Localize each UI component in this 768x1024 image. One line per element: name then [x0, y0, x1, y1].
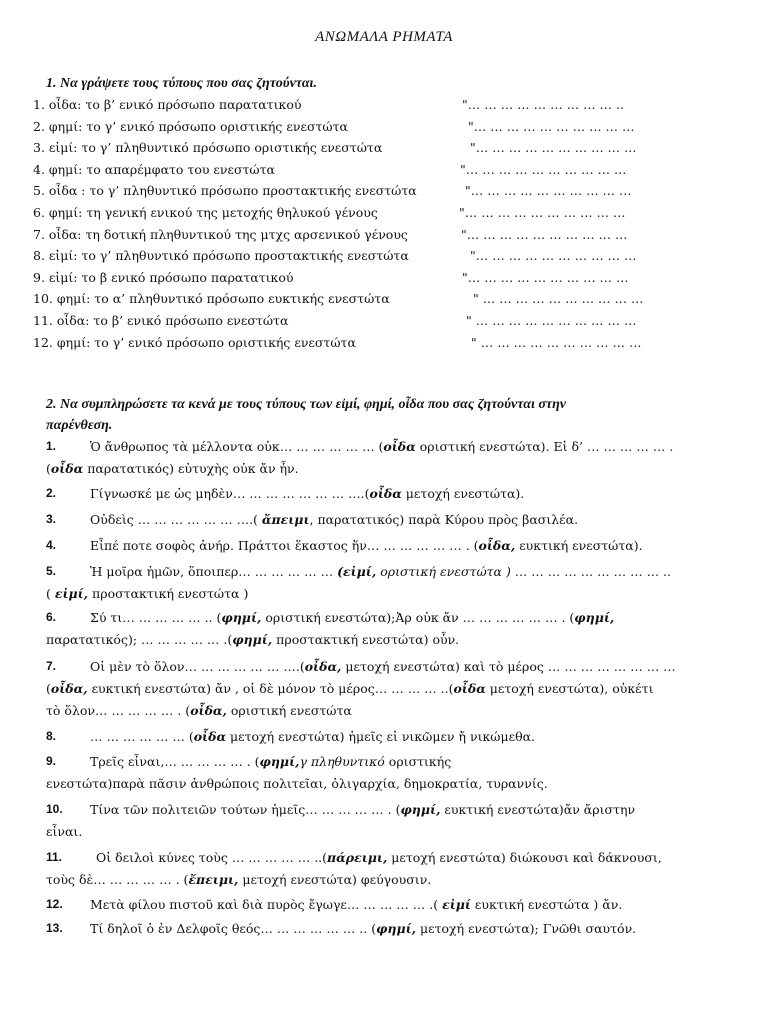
item-line [90, 894, 622, 915]
item-number: 3. [46, 512, 57, 526]
item-text: ευκτική ενεστώτα) ἄν , οἱ δὲ μόνον τὸ μέρος… … … … ..( [87, 681, 454, 696]
item-text: τοὺς δὲ… … … … … . ( [46, 872, 189, 887]
question-text: 5. οἶδα : το γ’ πληθυντικό πρόσωπο προστακτικής ενεστώτα [33, 183, 417, 199]
item-text: ( [46, 461, 51, 476]
item-text: οριστική ενεστώτα);Ἀρ οὐκ ἄν … … … … … … . ( [261, 610, 575, 625]
exercise-item-10 [46, 799, 736, 843]
item-verb: φημί, [400, 802, 441, 817]
item-number: 2. [46, 486, 57, 500]
item-line [46, 821, 82, 842]
item-line [90, 483, 524, 504]
item-text: Ἡ μοῖρα ἡμῶν, ὅποιπερ… … … … … … [90, 564, 338, 579]
item-text: ενεστώτα)παρὰ πᾶσιν ἀνθρώποις πολιτεῖαι, ὀλιγαρχία, δημοκρατία, τυραννίς. [46, 776, 548, 791]
item-text: οριστική ενεστώτα ) … … … … … … … … … .. [376, 564, 672, 579]
item-text: οριστική ενεστώτα). Εἰ δ’ … … … … … . [415, 439, 674, 454]
exercise-item-4 [46, 535, 736, 557]
exercise-item-11 [46, 847, 736, 891]
question-text: 1. οἶδα: το β’ ενικό πρόσωπο παρατατικού [33, 97, 302, 112]
question-text: 3. εἰμί: το γ’ πληθυντικό πρόσωπο οριστικής ενεστώτα [33, 140, 383, 156]
item-verb: (εἰμί, [337, 564, 377, 579]
exercise-item-12 [46, 894, 736, 916]
question-text: 9. εἰμί: το β ενικό πρόσωπο παρατατικού [33, 269, 294, 285]
question-row [33, 290, 733, 308]
item-line [46, 583, 248, 604]
question-text: 7. οἶδα: τη δοτική πληθυντικού της μτχς αρσενικού γένους [33, 226, 408, 242]
item-line [90, 436, 673, 457]
item-text: εἶναι. [46, 824, 83, 839]
question-text: 8. εἰμί: το γ’ πληθυντικό πρόσωπο προστακτικής ενεστώτα [33, 248, 409, 264]
item-line [90, 751, 451, 772]
question-row [33, 312, 733, 330]
answer-blank: " … … … … … … … … … … [471, 334, 642, 350]
question-text: 11. οἶδα: το β’ ενικό πρόσωπο ενεστώτα [33, 313, 289, 328]
item-verb: ἔπειμι, [188, 872, 239, 887]
item-line [96, 847, 662, 868]
item-line [46, 458, 299, 479]
item-text: μετοχή ενεστώτα) φεύγουσιν. [238, 872, 432, 887]
answer-blank: "… … … … … … … … … .. [462, 97, 624, 112]
question-text: 2. φημί: το γ’ ενικό πρόσωπο οριστικής ενεστώτα [33, 118, 348, 134]
question-row [33, 247, 733, 265]
item-text: προστακτική ενεστώτα) οὖν. [272, 632, 460, 647]
item-number: 6. [46, 610, 57, 624]
item-text: Μετὰ φίλου πιστοῦ καὶ διὰ πυρὸς ἔγωγε… … … … … .( [90, 897, 443, 912]
item-text: παρατατικός) εὐτυχὴς οὐκ ἄν ἦν. [83, 461, 299, 476]
exercise-item-3 [46, 509, 736, 531]
item-verb: οἶδα [453, 681, 486, 696]
item-text: γ πληθυντικό [299, 754, 385, 769]
item-verb: οἶδα, [478, 538, 516, 553]
question-text: 10. φημί: το α’ πληθυντικό πρόσωπο ευκτικής ενεστώτα [33, 291, 390, 307]
item-text: προστακτική ενεστώτα ) [88, 586, 249, 601]
item-text: μετοχή ενεστώτα). [401, 486, 525, 501]
exercise-item-9 [46, 751, 736, 795]
item-verb: φημί, [259, 754, 300, 769]
item-verb: οἶδα, [304, 659, 342, 674]
item-text: ευκτική ενεστώτα)ἄν ἄριστην [440, 802, 636, 817]
item-verb: οἶδα [383, 439, 416, 454]
item-line [90, 799, 635, 820]
item-text: ευκτική ενεστώτα ) ἄν. [470, 897, 623, 912]
item-text: Τρεῖς εἶναι,… … … … … . ( [90, 754, 260, 769]
answer-blank: "… … … … … … … … … … [468, 118, 635, 134]
item-number: 5. [46, 564, 57, 578]
item-line [46, 700, 352, 721]
answer-blank: "… … … … … … … … … … [461, 226, 628, 242]
item-text: Οὐδεὶς … … … … … … ….( [90, 512, 262, 527]
item-line [46, 869, 431, 890]
question-text: 12. φημί: το γ’ ενικό πρόσωπο οριστικής ενεστώτα [33, 334, 356, 350]
item-line [46, 629, 459, 650]
answer-blank: "… … … … … … … … … … [460, 161, 627, 177]
item-text: οριστική ενεστώτα [226, 703, 352, 718]
item-text: Τίνα τῶν πολιτειῶν τούτων ἡμεῖς… … … … … . ( [90, 802, 401, 817]
question-row [33, 139, 733, 157]
item-verb: οἶδα [369, 486, 402, 501]
item-verb: εἰμί [442, 897, 471, 912]
item-text: Σύ τι… … … … … .. ( [90, 610, 222, 625]
item-verb: οἶδα, [50, 681, 88, 696]
item-number: 10. [46, 802, 63, 816]
item-text: Τί δηλοῖ ὁ ἐν Δελφοῖς θεός… … … … … … .. ( [90, 921, 377, 936]
page-title: ΑΝΩΜΑΛΑ ΡΗΜΑΤΑ [315, 29, 453, 45]
item-verb: οἶδα [50, 461, 84, 476]
item-text: ευκτική ενεστώτα). [515, 538, 643, 553]
question-row [33, 226, 733, 244]
item-verb: οἶδα, [190, 703, 227, 718]
exercise-item-7 [46, 656, 736, 722]
section1-heading: 1. Να γράψετε τους τύπους που σας ζητούνται. [46, 76, 317, 91]
exercise-item-1 [46, 436, 736, 480]
item-verb: φημί, [574, 610, 615, 625]
item-number: 11. [46, 850, 63, 864]
question-text: 4. φημί: το απαρέμφατο του ενεστώτα [33, 161, 275, 177]
item-verb: πάρειμι, [327, 850, 388, 865]
item-text: Οἱ μὲν τὸ ὅλον… … … … … … ….( [90, 659, 305, 674]
item-text: Ὁ ἄνθρωπος τὰ μέλλοντα οὐκ… … … … … … ( [90, 439, 384, 454]
item-number: 4. [46, 538, 57, 552]
question-row [33, 96, 733, 114]
item-number: 9. [46, 754, 57, 768]
answer-blank: "… … … … … … … … … … [465, 183, 632, 199]
item-text: , παρατατικός) παρὰ Κύρου πρὸς βασιλέα. [309, 512, 579, 527]
question-row [33, 118, 733, 136]
question-row [33, 204, 733, 222]
answer-blank: " … … … … … … … … … … [466, 313, 637, 328]
item-verb: ἄπειμι [261, 512, 310, 527]
question-row [33, 334, 733, 352]
question-row [33, 269, 733, 287]
exercise-item-13 [46, 918, 736, 940]
item-line [46, 678, 653, 699]
item-text: οριστικής [384, 754, 452, 769]
exercise-item-8 [46, 726, 736, 748]
item-line [90, 561, 671, 582]
answer-blank: "… … … … … … … … … … [470, 248, 637, 264]
item-line [90, 535, 643, 556]
item-line [90, 656, 676, 677]
item-text: μετοχή ενεστώτα) διώκουσι καὶ δάκνουσι, [387, 850, 662, 865]
item-text: μετοχή ενεστώτα); Γνῶθι σαυτόν. [416, 921, 637, 936]
item-text: μετοχή ενεστώτα), οὐκέτι [485, 681, 654, 696]
item-verb: εἰμί, [54, 586, 89, 601]
item-line [90, 726, 535, 747]
item-text: … … … … … … ( [90, 729, 194, 744]
question-row [33, 161, 733, 179]
item-verb: φημί, [376, 921, 417, 936]
item-text: μετοχή ενεστώτα) ἡμεῖς εἰ νικῶμεν ἤ νικώμεθα. [226, 729, 536, 744]
question-text: 6. φημί: τη γενική ενικού της μετοχής θηλυκού γένους [33, 205, 378, 220]
item-line [90, 607, 614, 628]
item-text: Γίγνωσκέ με ὡς μηδὲν… … … … … … … ….( [90, 486, 370, 501]
exercise-item-2 [46, 483, 736, 505]
exercise-item-5 [46, 561, 736, 605]
item-verb: οἶδα [193, 729, 227, 744]
item-text: Οἱ δειλοὶ κύνες τοὺς … … … … … ..( [96, 850, 328, 865]
question-row [33, 182, 733, 200]
item-text: ( [46, 681, 51, 696]
item-text: Εἶπέ ποτε σοφὸς ἀνήρ. Πράττοι ἕκαστος ἥν… … … … … … . ( [90, 538, 479, 553]
item-line [46, 773, 548, 794]
item-number: 1. [46, 439, 57, 453]
item-text: μετοχή ενεστώτα) καὶ τὸ μέρος … … … … … … … … [341, 659, 676, 674]
item-text: παρατατικός); … … … … … .( [46, 632, 233, 647]
answer-blank: " … … … … … … … … … … [473, 291, 644, 307]
item-number: 7. [46, 659, 57, 673]
item-number: 12. [46, 897, 63, 911]
section2-heading [46, 394, 706, 436]
answer-blank: "… … … … … … … … … … [470, 140, 637, 156]
item-number: 8. [46, 729, 57, 743]
item-text: τὸ ὅλον… … … … … . ( [46, 703, 191, 718]
item-number: 13. [46, 921, 63, 935]
section2-heading-line2: παρένθεση. [46, 418, 113, 433]
exercise-item-6 [46, 607, 736, 651]
item-verb: φημί, [221, 610, 262, 625]
item-line [90, 509, 578, 530]
item-line [90, 918, 636, 939]
item-verb: φημί, [232, 632, 273, 647]
answer-blank: "… … … … … … … … … … [459, 205, 626, 220]
answer-blank: "… … … … … … … … … … [462, 269, 629, 285]
section2-heading-line1: 2. Να συμπληρώσετε τα κενά με τους τύπους των εἰμί, φημί, οἶδα που σας ζητούνται στην [46, 397, 567, 412]
item-text: ( [46, 586, 55, 601]
